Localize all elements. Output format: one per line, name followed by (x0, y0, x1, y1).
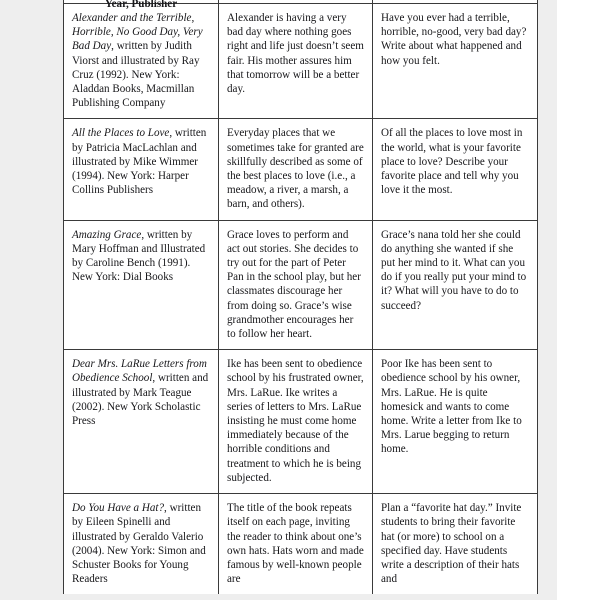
table-row (64, 350, 538, 494)
book-list-table-container (63, 0, 537, 594)
book-title: Dear Mrs. LaRue Letters from Obedience School (72, 358, 207, 385)
book-citation-rest: , written by Mary Hoffman and Illustrated by Caroline Bench (1991). New York: Dial Books (72, 228, 206, 284)
writing-activity: Grace’s nana told her she could do anything she wanted if she put her mind to it. What can you do if you really put your mind to it? What will you have to do to succeed? (381, 228, 527, 312)
book-citation-rest: , written and illustrated by Mark Teague (2002). New York Scholastic Press (72, 372, 209, 428)
book-list-table (63, 0, 538, 594)
cell-summary (219, 350, 373, 494)
cell-citation (64, 350, 219, 494)
cell-citation (64, 494, 219, 595)
book-title: Amazing Grace (72, 228, 142, 241)
table-row (64, 494, 538, 595)
cell-citation (64, 220, 219, 350)
book-summary: The title of the book repeats itself on each page, inviting the reader to think about one’s own hats. Hats worn and made famous by well-known people are (227, 502, 364, 586)
cell-summary (219, 4, 373, 119)
book-summary: Alexander is having a very bad day where nothing goes right and life just doesn’t seem fair. His mother assures him that tomorrow will be a better day. (227, 12, 364, 96)
book-citation-rest: , written by Eileen Spinelli and illustrated by Geraldo Valerio (2004). New York: Simon and Schuster Books for Young Readers (72, 502, 206, 586)
column-header-citation: Year, Publisher (64, 0, 219, 4)
cell-summary (219, 220, 373, 350)
book-summary: Grace loves to perform and act out stories. She decides to try out for the part of Peter Pan in the school play, but her classmates discourage her from doing so. Grace’s wise grandmother encourages her to follow her heart. (227, 228, 361, 341)
cell-activity (373, 4, 538, 119)
table-row (64, 220, 538, 350)
cell-summary (219, 494, 373, 595)
book-citation-rest: , written by Patricia MacLachlan and illustrated by Mike Wimmer (1994). New York: Harper Collins Publishers (72, 127, 207, 197)
table-body (64, 0, 538, 594)
cell-citation (64, 4, 219, 119)
book-title: Alexander and the Terrible, Horrible, No Good Day, Very Bad Day (72, 12, 203, 53)
book-summary: Ike has been sent to obedience school by his frustrated owner, Mrs. LaRue. Ike writes a series of letters to Mrs. LaRue insisting he must come home immediately because of the horrible conditions and treatment to which he is being subjected. (227, 358, 364, 484)
book-citation-rest: , written by Judith Viorst and illustrated by Ray Cruz (1992). New York: Aladdan Books, Macmillan Publishing Company (72, 40, 200, 110)
cell-activity (373, 494, 538, 595)
cell-activity (373, 220, 538, 350)
cell-summary (219, 119, 373, 220)
book-title: All the Places to Love (72, 127, 170, 140)
cell-activity (373, 119, 538, 220)
book-summary: Everyday places that we sometimes take for granted are skillfully described as some of the best places to love (i.e., a meadow, a river, a marsh, a barn, and others). (227, 127, 364, 211)
book-title: Do You Have a Hat? (72, 502, 165, 515)
writing-activity: Plan a “favorite hat day.” Invite students to bring their favorite hat (or more) to school on a specified day. Have students write a description of their hats and (381, 502, 522, 586)
writing-activity: Of all the places to love most in the world, what is your favorite place to love? Describe your favorite place and tell why you love it the most. (381, 127, 523, 197)
cell-activity (373, 350, 538, 494)
table-row (64, 119, 538, 220)
cell-citation (64, 119, 219, 220)
table-row (64, 4, 538, 119)
writing-activity: Poor Ike has been sent to obedience school by his owner, Mrs. LaRue. He is quite homesick and wants to come home. Write a letter from Ike to Mrs. Larue begging to return home. (381, 358, 522, 456)
writing-activity: Have you ever had a terrible, horrible, no-good, very bad day? Write about what happened and how you felt. (381, 12, 527, 67)
